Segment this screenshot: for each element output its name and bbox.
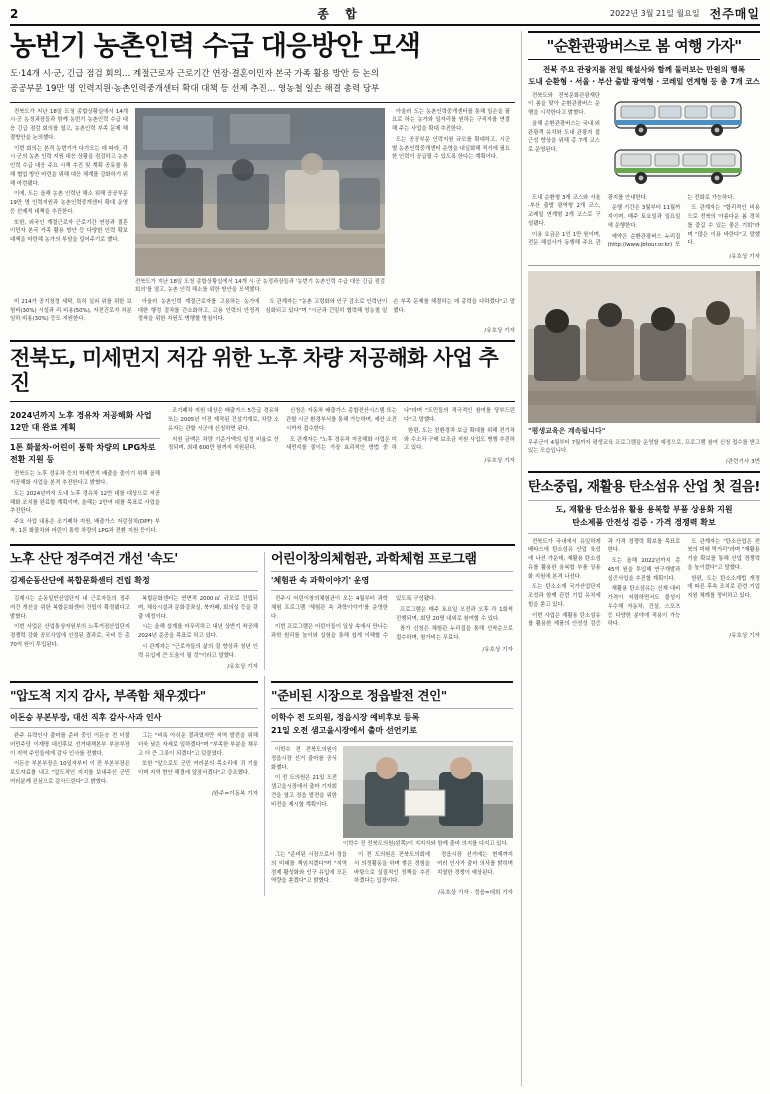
third-mid-byline: /유호상 기자 (482, 646, 513, 653)
para: 전북도와 전북문화관광재단이 봄을 맞아 순환관광버스 운행을 시작한다고 밝혔다. (528, 92, 600, 116)
para: 또한, 외국인 계절근로자 근로기간 연장과 결혼이민자 본국 가족 활용 방안 등 다양한 인력 확보 대책을 마련해 농가의 부담을 덜어주기로 했다. (10, 219, 128, 244)
fourth-row (10, 676, 515, 896)
para: 이에, 도는 올해 농촌 인력난 해소 위해 공공부문 19만 명 인력지원과 농촌인력중개센터 확대 운영 등 선제적 대책을 추진한다. (10, 191, 128, 215)
para: 정읍시장 선거에는 현재까지 여러 인사가 출마 의사를 밝히며 치열한 경쟁이 예상된다. (437, 852, 513, 876)
right-bottom-body (528, 538, 760, 630)
lead-body-a (10, 108, 128, 245)
lead-photo (135, 108, 385, 276)
para: 한편, 도는 탄소소재법 개정에 따른 후속 조치로 관련 기업 지원 체계를 정비하고 있다. (687, 575, 760, 600)
right-feature-caption-body: 무주군이 4월부터 7월까지 평생교육 프로그램을 운영할 예정으로, 프로그램 참여 신청 접수를 받고 있는 모습입니다. (528, 439, 760, 454)
para: 이 전 도의원은 21일 오전 샘고을시장에서 출마 기자회견을 열고 정읍 발전을 위한 비전을 제시할 계획이다. (271, 775, 337, 808)
para: 시는 올해 설계를 마무리하고 내년 상반기 착공해 2024년 준공을 목표로 하고 있다. (138, 624, 258, 640)
para: 예약은 순환관광버스 누리집(http://www.jbtour.or.kr) 또는 전화로 가능하다. (607, 194, 735, 249)
fourth-mid-byline: /유호상 기자 · 정읍=대희 기자 (438, 890, 513, 897)
para: 전북도가 국내에서 유일하게 베타스에 탄소섬유 산업 육성에 나선 가운데, 재활용 탄소섬유를 활용한 융복합 부품 상용화 지원에 본격 나선다. (528, 538, 601, 580)
right-top-byline: /유호상 기자 (729, 254, 760, 260)
para: 참가 신청은 체험관 누리집을 통해 선착순으로 접수하며, 참가비는 무료다. (396, 626, 513, 642)
para: 도 관계자는 "노후 경유차 저공해화 사업은 미세먼지를 줄이는 가장 효과적인 방법 중 하나"라며 "도민들의 적극적인 참여를 당부드린다"고 말했다. (286, 408, 515, 452)
bus-illustrations (606, 92, 760, 190)
right-top-body-b (528, 194, 760, 251)
fourth-left-story (10, 676, 258, 896)
para: 주요 사업 내용은 조기폐차 지원, 배출가스 저감장치(DPF) 부착, 1톤 화물차와 어린이 통학 차량의 LPG차 전환 지원 등이다. (10, 519, 160, 534)
third-left-body (10, 595, 258, 660)
third-mid-headline: 어린이창의체험관, 과학체험 프로그램 (271, 551, 477, 567)
para: 도는 탄소소재 국가산업단지 조성과 함께 관련 기업 유치에 힘을 쏟고 있다. (528, 584, 601, 608)
right-top-text-a (528, 92, 600, 190)
paper-logo: 전주매일 (709, 7, 760, 21)
right-feature-byline: /관련기사 3면 (725, 458, 760, 465)
third-left-byline: /유호상 기자 (227, 664, 258, 671)
fourth-mid-kickers (271, 708, 513, 742)
para: 복합문화센터는 연면적 2000㎡ 규모로 건립되며, 체육시설과 문화강좌실, 북카페, 회의실 등을 갖출 예정이다. (138, 596, 258, 620)
section-title: 종 합 (317, 7, 363, 21)
lead-subheads (10, 68, 515, 103)
third-left-kicker: 김제순동산단에 복합문화센터 건립 확정 (10, 571, 258, 591)
right-top-sub-2: 도내 순환형 · 서울 · 부산 출발 광역형 · 코레일 연계형 등 총 7개 코스 (528, 77, 760, 87)
para: 이번 사업은 산업통상자원부의 노후거점산업단지 경쟁력 강화 공모사업에 선정된 결과로, 국비 등 총 70억 원이 투입된다. (10, 624, 130, 648)
para: 이돈승 부본부장은 10일자부터 이 전 부본부장은 보도자료를 내고 "압도적인 지지를 보내주신 군민 여러분께 진심으로 감사드린다"고 밝혔다. (10, 761, 130, 785)
fourth-left-kicker: 이돈승 부본부장, 대선 직후 감사·사과 인사 (10, 708, 258, 728)
para: 이용 요금은 1인 1만 원이며, 전문 해설사가 동행해 주요 관광지를 안내한다. (528, 194, 648, 247)
fourth-mid-body-a (271, 746, 337, 809)
para: 전북도는 노후 경유차 등의 미세먼지 배출을 줄이기 위해 올해 저공해화 사업을 본격 추진한다고 밝혔다. (10, 471, 160, 487)
lead-body-b (392, 108, 510, 163)
fourth-left-headline: "압도적 지지 감사, 부족함 채우겠다" (10, 688, 206, 704)
second-byline: /유호상 기자 (484, 458, 515, 465)
para: 그는 "준비된 시장으로서 정읍의 미래를 책임지겠다"며 "지역 경제 활성화와 인구 유입에 모든 역량을 쏟겠다"고 밝혔다. (271, 852, 347, 885)
fourth-mid-caption: 이학수 전 전북도의원(왼쪽)이 지지자와 함께 출마 의지를 다지고 있다. (343, 841, 509, 848)
para: 도는 올해 2022년까지 총 45억 원을 투입해 연구개발과 실증사업을 추진할 계획이다. (607, 558, 681, 582)
right-top-body-a (528, 92, 600, 155)
para: 도는 공공부문 인력지원 규모를 확대하고, 시군별 농촌인력중개센터 운영을 내실화해 적기에 필요한 인력이 공급될 수 있도록 한다는 계획이다. (392, 136, 510, 161)
lead-subhead-2: 공공부문 19만 명 인력지원·농촌인력중개센터 확대 대책 등 선제 추진… 영농철 일손 해결 총력 당부 (10, 83, 380, 94)
fourth-mid-photo-block (343, 746, 513, 848)
masthead (10, 6, 760, 26)
fourth-mid-kicker-2: 21일 오전 샘고을시장에서 출마 선언키로 (271, 726, 417, 736)
right-bottom-story (528, 479, 760, 639)
second-body-block (168, 407, 515, 537)
para: 재활용 탄소섬유는 신재 대비 가격이 저렴하면서도 물성이 우수해 자동차, 건설, 스포츠 등 다양한 분야에 적용이 가능하다. (607, 586, 681, 628)
para: 아울러 농촌인력 계절근로자를 고용하는 농가에 대한 행정 절차를 간소화하고, 고용 인력의 안정적 정착을 위한 지원도 병행할 방침이다. (137, 298, 260, 323)
fourth-mid-headline: "준비된 시장으로 정읍발전 견인" (271, 688, 447, 704)
issue-date: 2022년 3월 21일 월요일 (609, 9, 700, 18)
masthead-right (610, 5, 760, 22)
lead-photo-block (135, 108, 385, 294)
right-feature-photo (528, 271, 760, 423)
right-column (521, 31, 760, 1086)
fourth-mid-photo (343, 746, 513, 838)
para: 이번 프로그램은 어린이들이 일상 속에서 만나는 과학 원리를 놀이와 실험을 통해 쉽게 이해할 수 있도록 구성됐다. (271, 596, 436, 640)
para: 도 관계자는 "합리적인 비용으로 전북의 아름다운 봄 경치를 즐길 수 있는 좋은 기회"라며 "많은 이용 바란다"고 말했다. (687, 205, 760, 247)
para: 프로그램은 매주 토요일 오전과 오후 각 1회씩 진행되며, 회당 20명 내외로 참여할 수 있다. (396, 606, 513, 622)
lead-headline: 농번기 농촌인력 수급 대응방안 모색 (10, 31, 420, 62)
lead-byline: /유호상 기자 (484, 328, 515, 335)
para: 전북도가 지난 18일 도청 종합상황실에서 14개 시·군 농정과장들과 함께 농번기 농촌인력 수급 대응 긴급 점검 회의를 열고, 농촌인력 부족 문제 해결방안을 논의했다. (10, 108, 128, 141)
second-kicker-block (10, 407, 160, 537)
para: 미 214가 공기청정 세탁, 특히 실외 위를 위한 보험비(30%) 시설과 리 비용(50%), 자전건로자 처분 임하 비용(30%) 등도 지원한다. (10, 298, 132, 323)
right-photo-feature (528, 271, 760, 465)
lead-subhead-1: 도·14개 시·군, 긴급 점검 회의… 계절근로자 근로기간 연장·결혼이민자 본국 가족 활용 방안 등 논의 (10, 69, 380, 80)
right-top-headline: "순환관광버스로 봄 여행 가자" (528, 31, 760, 60)
third-left-headline: 노후 산단 정주여건 개선 '속도' (10, 551, 178, 567)
para: 아울러 도는 농촌인력중개센터를 통해 일손을 필요로 하는 농가와 일자리를 원하는 구직자를 연결해 주는 사업을 확대 추진한다. (392, 108, 510, 133)
para: 또한 "앞으로도 군민 여러분의 목소리에 귀 기울이며 지역 현안 해결에 앞장서겠다"고 강조했다. (138, 761, 258, 777)
para: 도 관계자는 "농촌 고령화와 인구 감소로 인력난이 심화되고 있다"며 "시군과 긴밀히 협력해 영농철 일손 부족 문제를 해결하는 데 총력을 다하겠다"고 말했다. (265, 298, 515, 314)
third-row (10, 552, 515, 671)
main-column (10, 31, 515, 1086)
fourth-mid-kicker-1: 이학수 전 도의원, 정읍시장 예비후보 등록 (271, 713, 420, 723)
second-kicker-2: 1톤 화물차·어린이 통학 차량의 LPG차로 전환 지원 등 (10, 438, 160, 466)
para: 올해 순환관광버스는 국내·외 관광객 유치와 도내 관광지 접근성 향상을 위해 총 7개 코스로 운영된다. (528, 120, 600, 153)
right-top-sub-1: 전북 주요 관광지를 전일 해설사와 함께 둘러보는 만원의 행복 (542, 65, 745, 74)
fourth-left-byline: /완주=이동복 기자 (211, 790, 258, 797)
para: 전주시 어린이창의체험관이 오는 4월부터 과학체험 프로그램 '체험관 속 과학이야기'를 운영한다. (271, 596, 388, 620)
third-mid-body (271, 595, 513, 643)
lead-body-continued (10, 298, 515, 324)
lead-text-right (392, 108, 510, 294)
lead-text-left (10, 108, 128, 294)
para: 시 관계자는 "근로자들의 삶의 질 향상과 청년 인력 유입에 큰 도움이 될 것"이라고 말했다. (138, 643, 258, 659)
para: 한편, 도는 친환경차 보급 확대를 위해 전기차와 수소차 구매 보조금 지원 사업도 병행 추진하고 있다. (404, 427, 515, 452)
right-top-subheads (528, 64, 760, 88)
second-body-b (168, 407, 515, 454)
second-body-a (10, 470, 160, 535)
right-top-story (528, 31, 760, 260)
fourth-mid-story (264, 676, 513, 896)
right-feature-caption-title: "평생교육은 계속됩니다" (528, 427, 606, 435)
para: 지원 금액은 차량 기준가액의 일정 비율로 산정되며, 최대 600만 원까지 지원된다. (168, 436, 279, 452)
para: 완주 유력인사 출마를 준비 중인 이돈승 전 더불어민주당 이재명 대선후보 선거대책본부 부본부장이 지역 주민들에게 감사 인사를 전했다. (10, 733, 130, 757)
para: 도는 2024년까지 도내 노후 경유차 12만 대를 대상으로 저공해화 조치를 완료할 계획이며, 올해는 2만여 대를 목표로 사업을 추진한다. (10, 490, 160, 515)
lead-photo-caption: 전북도가 지난 18일 도청 종합상황실에서 14개 시·군 농정과장들과 '농번기 농촌인력 수급 대응 긴급 점검 회의'를 열고, 농촌 인력 해소를 위한 방안을 모색했다. (135, 278, 385, 293)
para: 이학수 전 전북도의원이 정읍시장 선거 출마를 공식화했다. (271, 747, 337, 771)
third-mid-story (264, 552, 513, 671)
fourth-mid-text-left (271, 746, 337, 848)
page-number: 2 (10, 6, 19, 21)
right-bottom-sub-1: 도, 재활용 탄소섬유 활용 용복합 부품 상용화 지원 (555, 504, 733, 514)
second-headline: 전북도, 미세먼지 저감 위한 노후 차량 저공해화 사업 추진 (10, 340, 515, 402)
para: 이 전 도의원은 전북도의회에서 의정활동을 하며 쌓은 경험을 바탕으로 실질적인 정책을 추진하겠다는 입장이다. (354, 852, 430, 885)
para: 김제시는 순동일반산업단지 내 근로자들의 정주여건 개선을 위한 복합문화센터 건립이 확정됐다고 밝혔다. (10, 596, 130, 620)
lead-story (10, 31, 515, 334)
para: 도내 순환형 3개 코스와 서울·부산 출발 광역형 2개 코스, 코레일 연계형 2개 코스로 구성됐다. (528, 194, 601, 227)
para: 그는 "비록 아쉬운 결과였지만 지역 발전을 위해 더욱 낮은 자세로 일하겠다"며 "부족한 부분을 채우고 더 큰 그릇이 되겠다"고 덧붙였다. (138, 733, 258, 757)
right-bottom-byline: /유호상 기자 (729, 633, 760, 640)
page-body (10, 31, 760, 1086)
para: 도 관계자는 "탄소산업은 전북의 미래 먹거리"라며 "재활용 기술 확보를 통해 산업 경쟁력을 높이겠다"고 말했다. (687, 538, 760, 571)
para: 이번 회의는 본격 농번기가 다가오는 데 따라, 각 시·군의 농촌 인력 지원 대응 상황을 점검하고 농촌인력 수급 대응 주요 시책 추진 및 계획 공유를 통해 협업 방안 마련을 위해 대응 체계를 강화하기 위해 마련됐다. (10, 145, 128, 187)
fourth-left-body (10, 732, 258, 787)
second-kicker-1: 2024년까지 노후 경유차 저공해화 사업 12만 대 완료 계획 (10, 411, 152, 433)
para: 조기폐차 지원 대상은 배출가스 5등급 경유차 또는 2005년 이전 제작된 건설기계로, 차량 소유자는 관할 시군에 신청하면 된다. (168, 408, 279, 432)
para: 운행 기간은 3월부터 11월까지이며, 매주 토요일과 일요일에 운행한다. (607, 205, 681, 229)
para: 이번 사업은 재활용 탄소섬유를 활용한 제품의 안전성 검증과 가격 경쟁력 확보를 목표로 한다. (528, 538, 681, 628)
second-story (10, 340, 515, 538)
para: 신청은 자동차 배출가스 종합전산시스템 또는 관할 시군 환경부서를 통해 가능하며, 예산 소진 시까지 접수한다. (286, 408, 397, 432)
bus-icon-2 (613, 142, 753, 188)
right-bottom-subheads (528, 500, 760, 534)
right-bottom-sub-2: 탄소제품 안전성 검증 · 가격 경쟁력 확보 (572, 517, 716, 527)
fourth-mid-body-b (271, 851, 513, 886)
bus-icon-1 (613, 94, 753, 140)
third-left-story (10, 552, 258, 671)
third-mid-kicker: '체험관 속 과학이야기' 운영 (271, 571, 513, 591)
right-bottom-headline: 탄소중립, 재활용 탄소섬유 산업 첫 걸음! (528, 478, 760, 495)
